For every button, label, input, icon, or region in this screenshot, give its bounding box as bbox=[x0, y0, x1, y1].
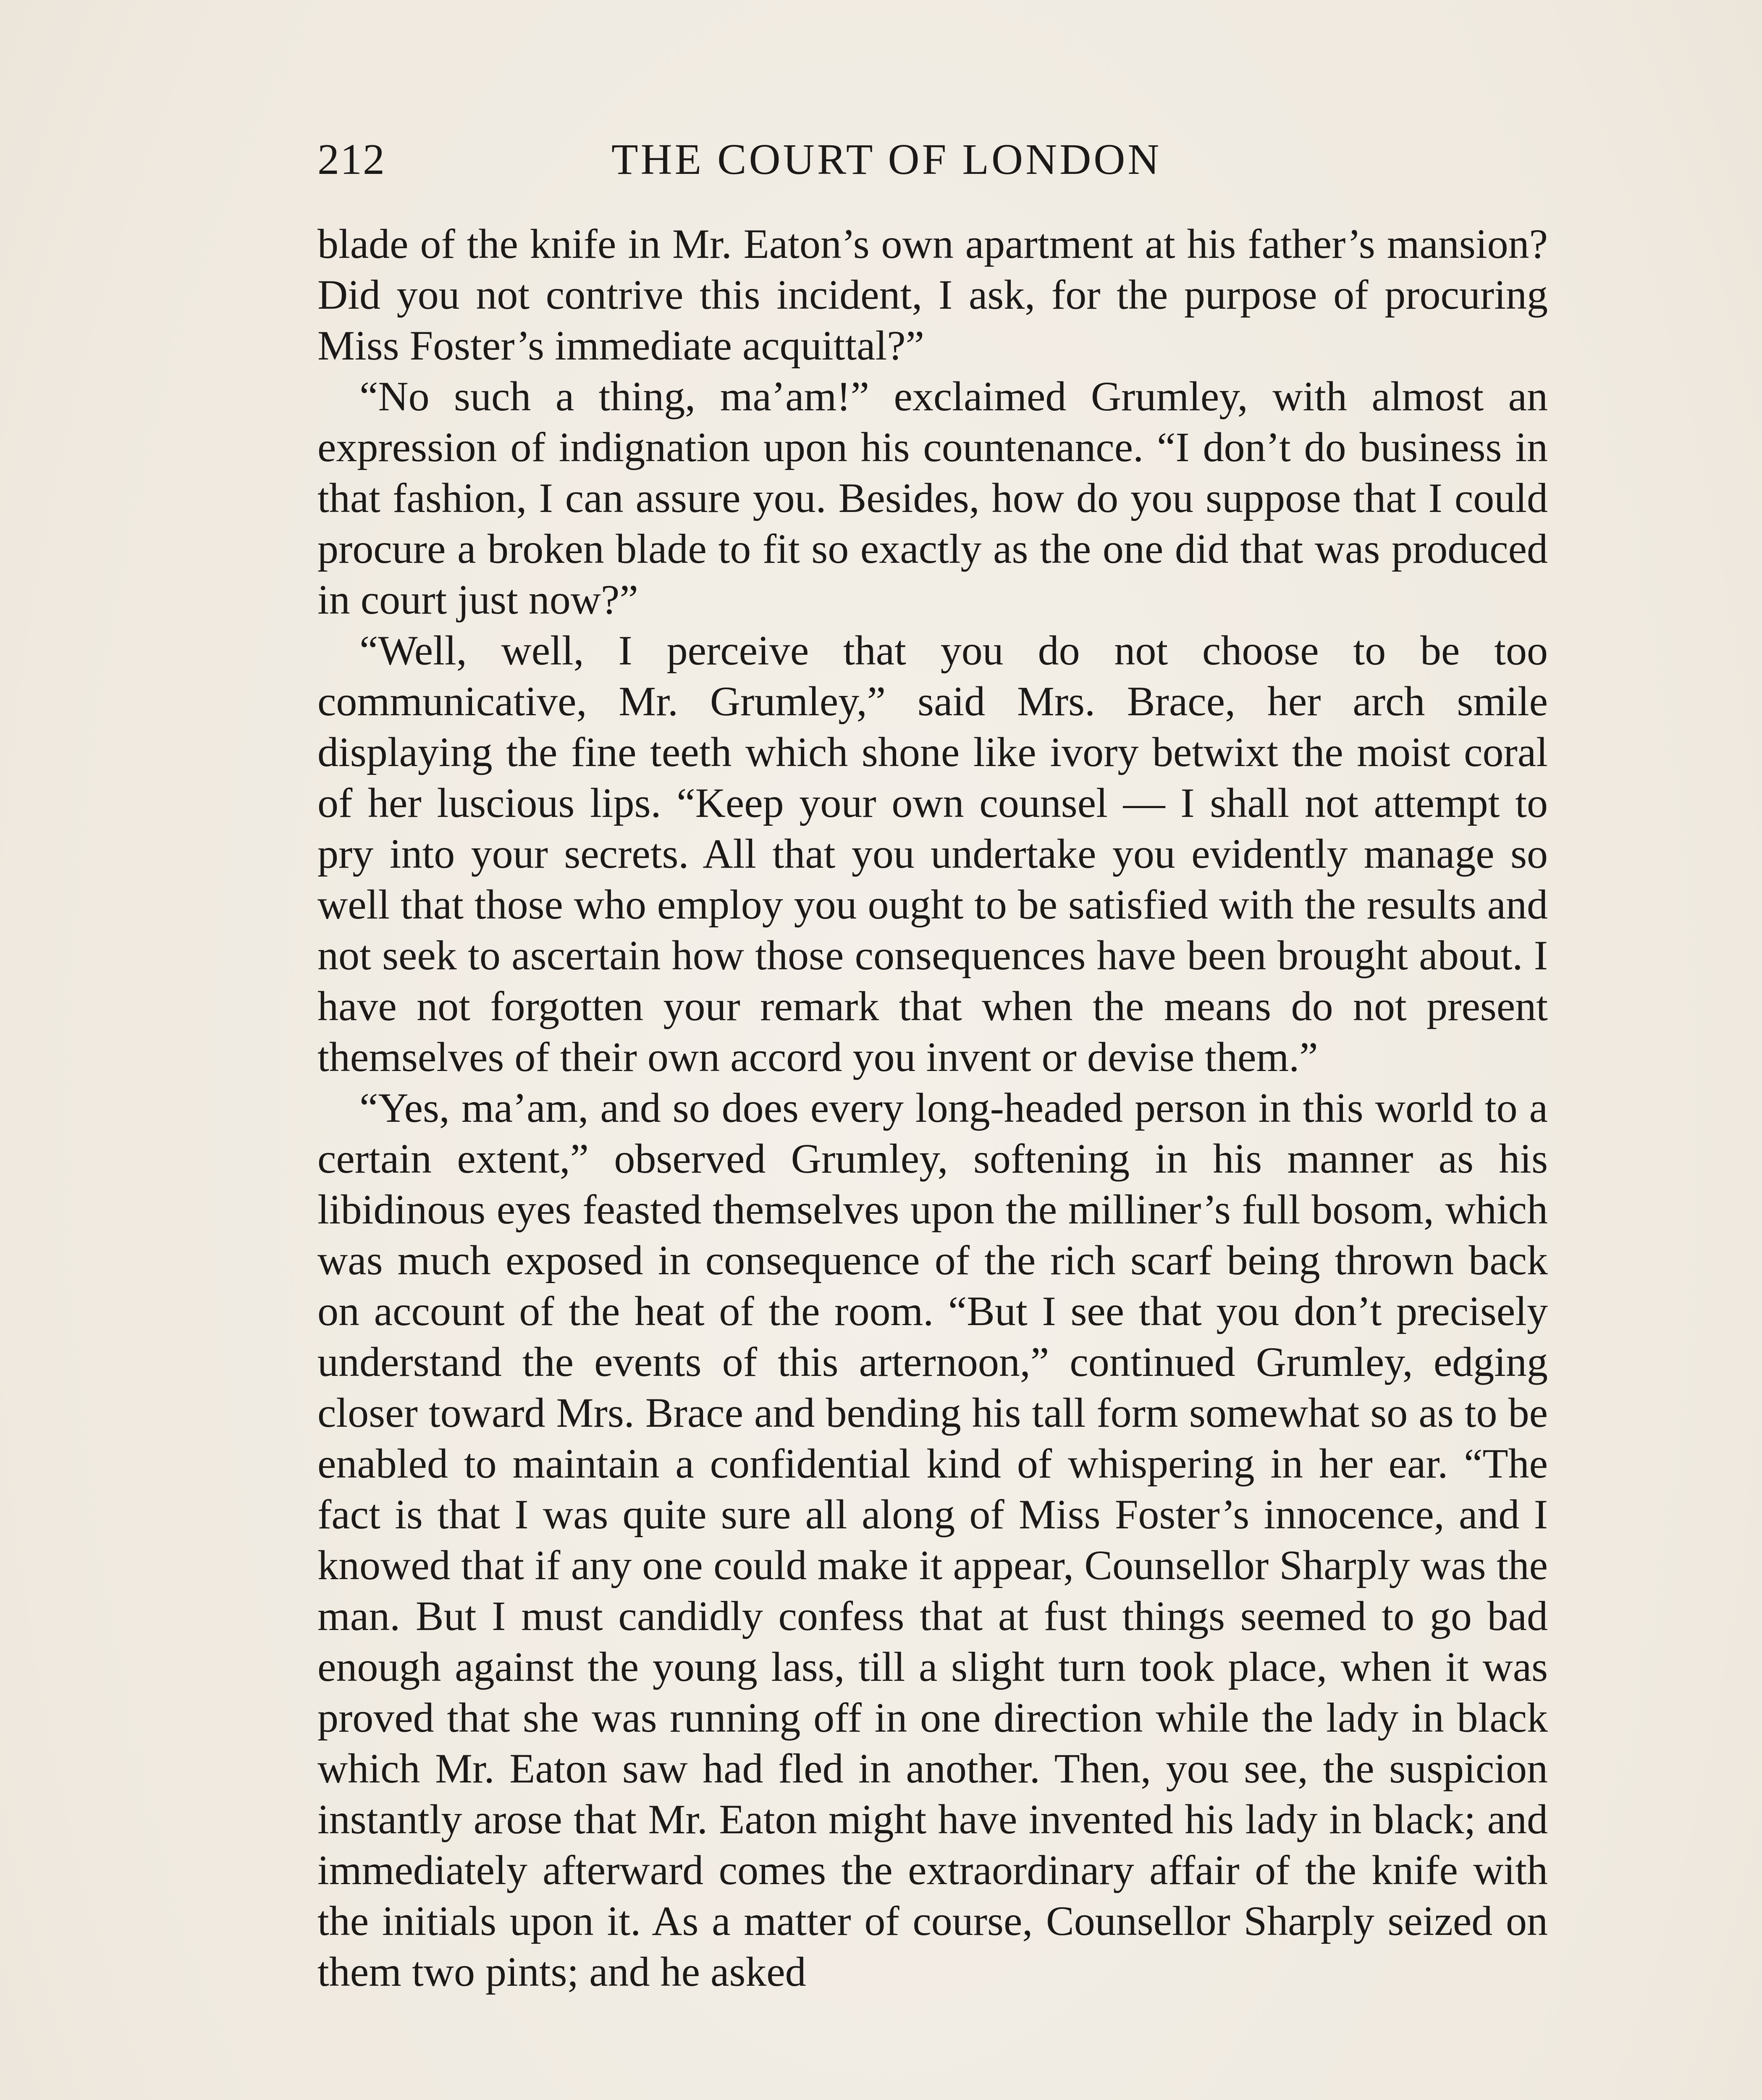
paragraph: “Well, well, I perceive that you do not choose to be too communicative, Mr. Grumley,” said Mrs. Brace, her arch smile displaying the fine teeth which shone like ivory betwixt the moist coral of her luscious lips. “Keep your own counsel — I shall not attempt to pry into your secrets. All that you undertake you evidently manage so well that those who employ you ought to be satisfied with the results and not seek to ascertain how those consequences have been brought about. I have not forgotten your remark that when the means do not present themselves of their own accord you invent or devise them.” bbox=[317, 627, 1548, 1080]
paragraph: “No such a thing, ma’am!” exclaimed Grumley, with almost an expression of indignation upon his countenance. “I don’t do business in that fashion, I can assure you. Besides, how do you suppose that I could procure a broken blade to fit so exactly as the one did that was produced in court just now?” bbox=[317, 373, 1548, 623]
page-number: 212 bbox=[317, 135, 385, 184]
page-header bbox=[317, 126, 1685, 193]
paragraph: blade of the knife in Mr. Eaton’s own apartment at his father’s mansion? Did you not contrive this incident, I ask, for the purpose of procuring Miss Foster’s immediate acquittal?” bbox=[317, 220, 1548, 369]
body-text bbox=[317, 218, 1548, 1997]
running-head: THE COURT OF LONDON bbox=[611, 135, 1162, 184]
paragraph: “Yes, ma’am, and so does every long-headed person in this world to a certain extent,” observed Grumley, softening in his manner as his libidinous eyes feasted themselves upon the milliner’s full bosom, which was much exposed in consequence of the rich scarf being thrown back on account of the heat of the room. “But I see that you don’t precisely understand the events of this arternoon,” continued Grumley, edging closer toward Mrs. Brace and bending his tall form somewhat so as to be enabled to maintain a confidential kind of whispering in her ear. “The fact is that I was quite sure all along of Miss Foster’s innocence, and I knowed that if any one could make it appear, Counsellor Sharply was the man. But I must candidly confess that at fust things seemed to go bad enough against the young lass, till a slight turn took place, when it was proved that she was running off in one direction while the lady in black which Mr. Eaton saw had fled in another. Then, you see, the suspicion instantly arose that Mr. Eaton might have invented his lady in black; and immediately afterward comes the extraordinary affair of the knife with the initials upon it. As a matter of course, Counsellor Sharply seized on them two pints; and he asked bbox=[317, 1084, 1548, 1995]
